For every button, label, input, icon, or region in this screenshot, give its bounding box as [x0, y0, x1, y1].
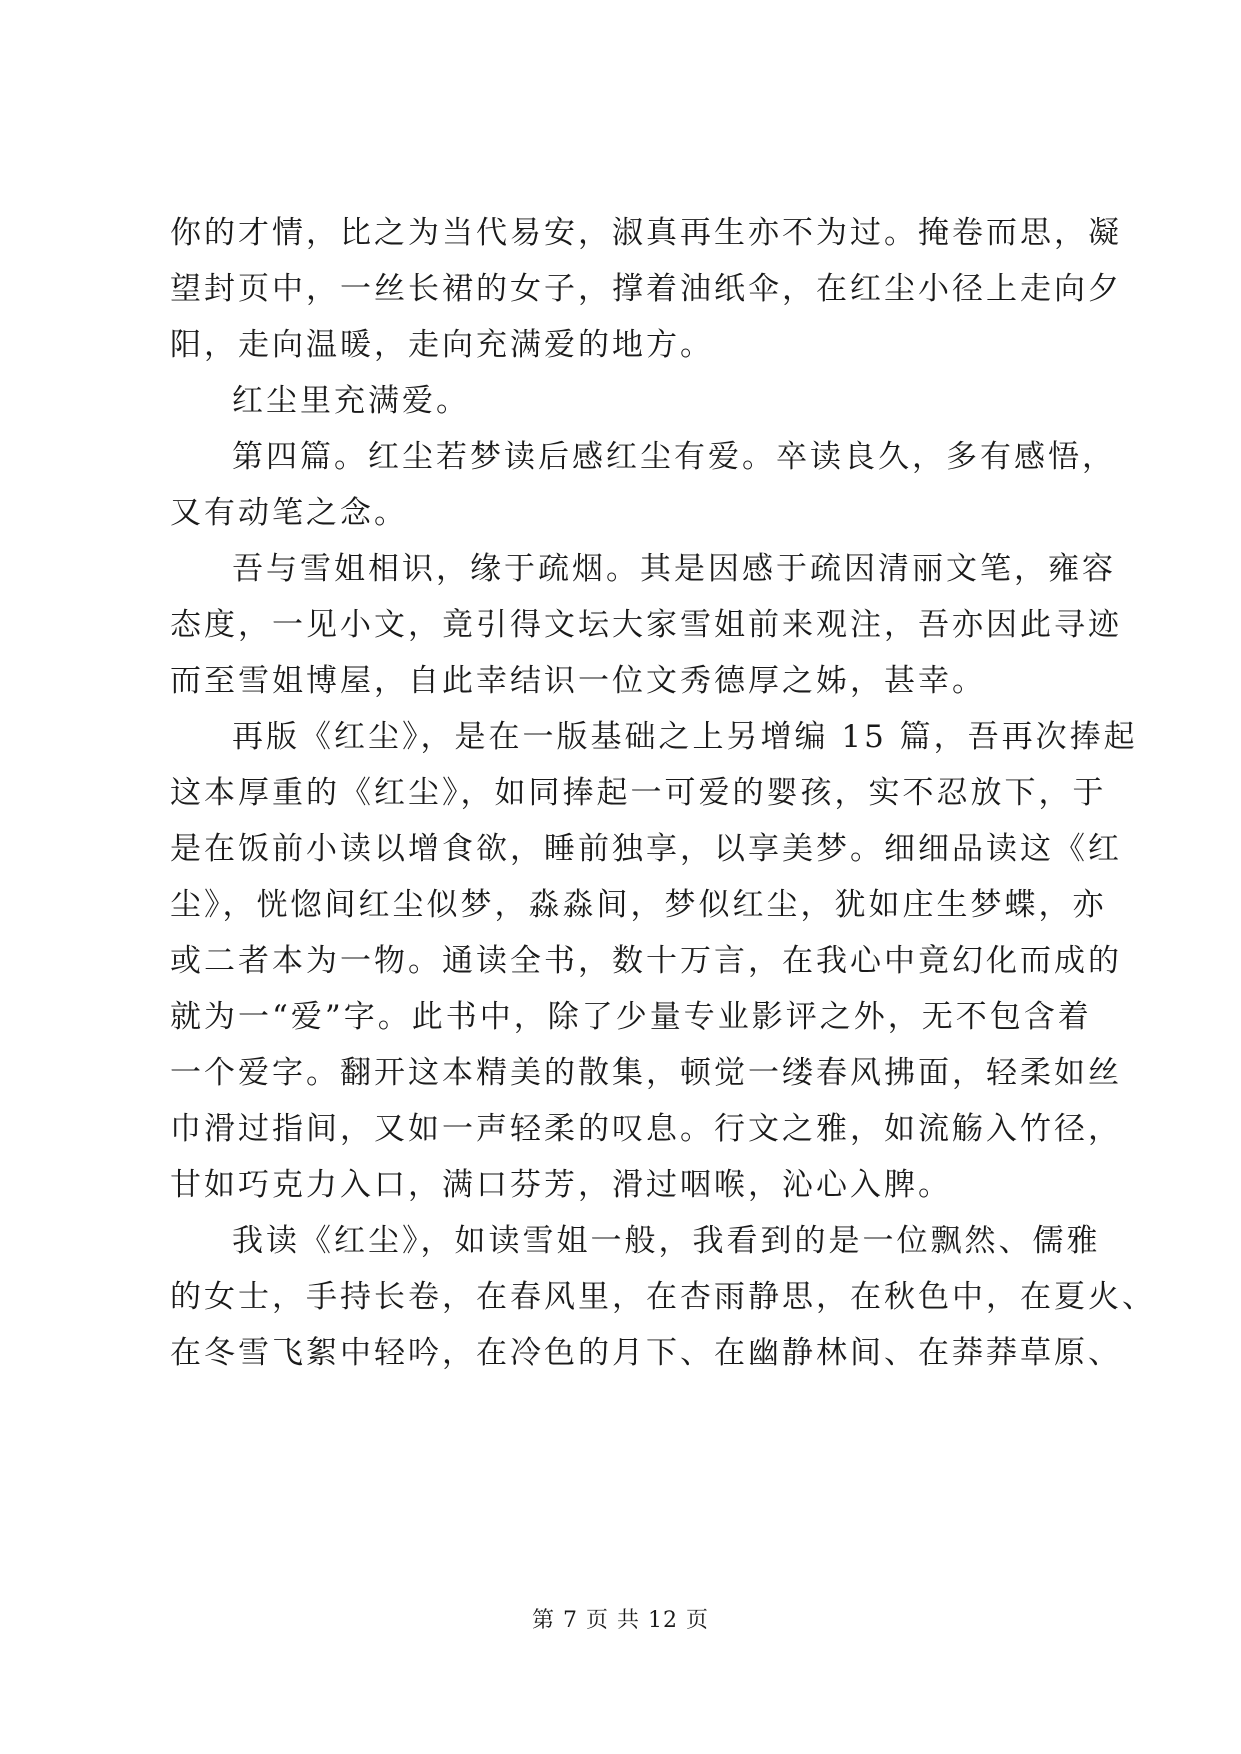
text-line: 的女士，手持长卷，在春风里，在杏雨静思，在秋色中，在夏火、	[170, 1279, 1156, 1315]
text-line: 在冬雪飞絮中轻吟，在冷色的月下、在幽静林间、在莽莽草原、	[170, 1335, 1122, 1371]
text-line: 一个爱字。翻开这本精美的散集，顿觉一缕春风拂面，轻柔如丝	[170, 1055, 1122, 1091]
text-line: 阳，走向温暖，走向充满爱的地方。	[170, 327, 714, 363]
text-line: 甘如巧克力入口，满口芬芳，滑过咽喉，沁心入脾。	[170, 1167, 952, 1203]
paragraph-first-line: 吾与雪姐相识，缘于疏烟。其是因感于疏因清丽文笔，雍容	[232, 551, 1116, 587]
paragraph-first-line: 第四篇。红尘若梦读后感红尘有爱。卒读良久，多有感悟，	[232, 439, 1116, 475]
text-line: 又有动笔之念。	[170, 495, 408, 531]
text-line: 态度，一见小文，竟引得文坛大家雪姐前来观注，吾亦因此寻迹	[170, 607, 1122, 643]
text-line: 巾滑过指间，又如一声轻柔的叹息。行文之雅，如流觞入竹径，	[170, 1111, 1122, 1147]
text-line: 是在饭前小读以增食欲，睡前独享，以享美梦。细细品读这《红	[170, 831, 1122, 867]
paragraph-first-line: 红尘里充满爱。	[232, 383, 470, 419]
text-line: 你的才情，比之为当代易安，淑真再生亦不为过。掩卷而思，凝	[170, 215, 1122, 251]
text-line: 这本厚重的《红尘》，如同捧起一可爱的婴孩，实不忍放下，于	[170, 775, 1107, 811]
text-line: 就为一“爱”字。此书中，除了少量专业影评之外，无不包含着	[170, 999, 1092, 1035]
page-number-footer: 第 7 页 共 12 页	[532, 1608, 709, 1633]
paragraph-first-line: 再版《红尘》，是在一版基础之上另增编 15 篇，吾再次捧起	[232, 719, 1138, 755]
text-line: 望封页中，一丝长裙的女子，撑着油纸伞，在红尘小径上走向夕	[170, 271, 1122, 307]
text-line: 尘》，恍惚间红尘似梦，淼淼间，梦似红尘，犹如庄生梦蝶，亦	[170, 887, 1107, 923]
text-line: 或二者本为一物。通读全书，数十万言，在我心中竟幻化而成的	[170, 943, 1122, 979]
paragraph-first-line: 我读《红尘》，如读雪姐一般，我看到的是一位飘然、儒雅	[232, 1223, 1101, 1259]
text-line: 而至雪姐博屋，自此幸结识一位文秀德厚之姊，甚幸。	[170, 663, 986, 699]
